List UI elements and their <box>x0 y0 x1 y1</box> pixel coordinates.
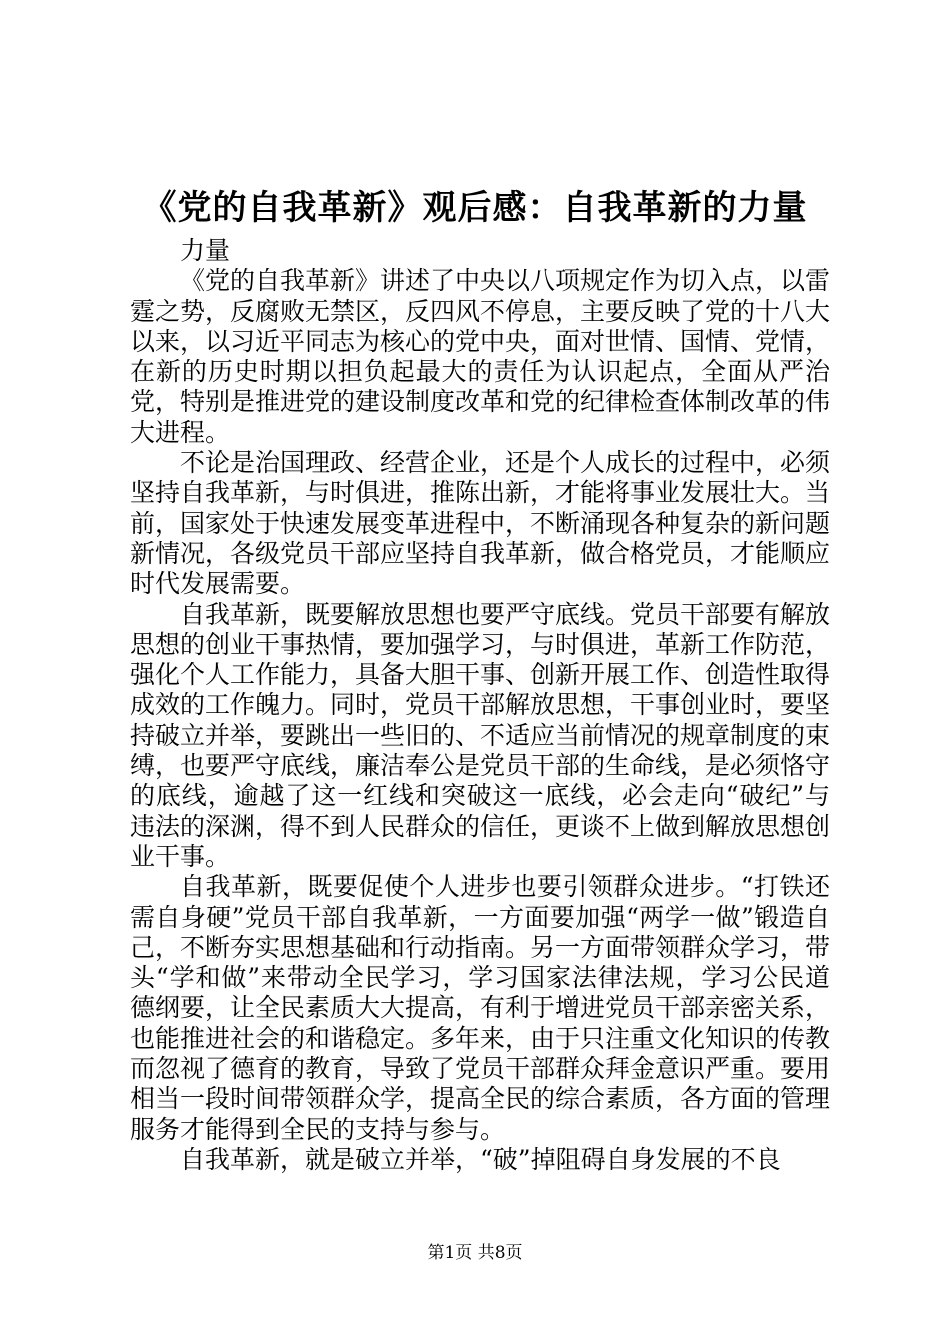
document-title: 《党的自我革新》观后感：自我革新的力量 <box>142 188 808 228</box>
paragraph: 不论是治国理政、经营企业，还是个人成长的过程中，必须坚持自我革新，与时俱进，推陈出新，才能将事业发展壮大。当前，国家处于快速发展变革进程中，不断涌现各种复杂的新问题新情况，各级党员干部应坚持自我革新，做合格党员，才能顺应时代发展需要。 <box>130 448 831 599</box>
paragraph: 力量 <box>180 236 231 265</box>
paragraph: 自我革新，既要促使个人进步也要引领群众进步。“打铁还需自身硬”党员干部自我革新，一方面要加强“两学一做”锻造自己，不断夯实思想基础和行动指南。另一方面带领群众学习，带头“学和做”来带动全民学习，学习国家法律法规，学习公民道德纲要，让全民素质大大提高，有利于增进党员干部亲密关系，也能推进社会的和谐稳定。多年来，由于只注重文化知识的传教而忽视了德育的教育，导致了党员干部群众拜金意识严重。要用相当一段时间带领群众学，提高全民的综合素质，各方面的管理服务才能得到全民的支持与参与。 <box>130 872 831 1144</box>
document-body <box>130 236 830 1175</box>
paragraph: 自我革新，就是破立并举，“破”掉阻碍自身发展的不良 <box>180 1144 781 1174</box>
paragraph: 《党的自我革新》讲述了中央以八项规定作为切入点，以雷霆之势，反腐败无禁区，反四风不停息，主要反映了党的十八大以来，以习近平同志为核心的党中央，面对世情、国情、党情，在新的历史时期以担负起最大的责任为认识起点，全面从严治党，特别是推进党的建设制度改革和党的纪律检查体制改革的伟大进程。 <box>130 266 831 447</box>
page-footer: 第1页 共8页 <box>427 1243 523 1263</box>
paragraph: 自我革新，既要解放思想也要严守底线。党员干部要有解放思想的创业干事热情，要加强学习，与时俱进，革新工作防范，强化个人工作能力，具备大胆干事、创新开展工作、创造性取得成效的工作魄力。同时，党员干部解放思想，干事创业时，要坚持破立并举，要跳出一些旧的、不适应当前情况的规章制度的束缚，也要严守底线，廉洁奉公是党员干部的生命线，是必须恪守的底线，逾越了这一红线和突破这一底线，必会走向“破纪”与违法的深渊，得不到人民群众的信任，更谈不上做到解放思想创业干事。 <box>130 599 831 871</box>
